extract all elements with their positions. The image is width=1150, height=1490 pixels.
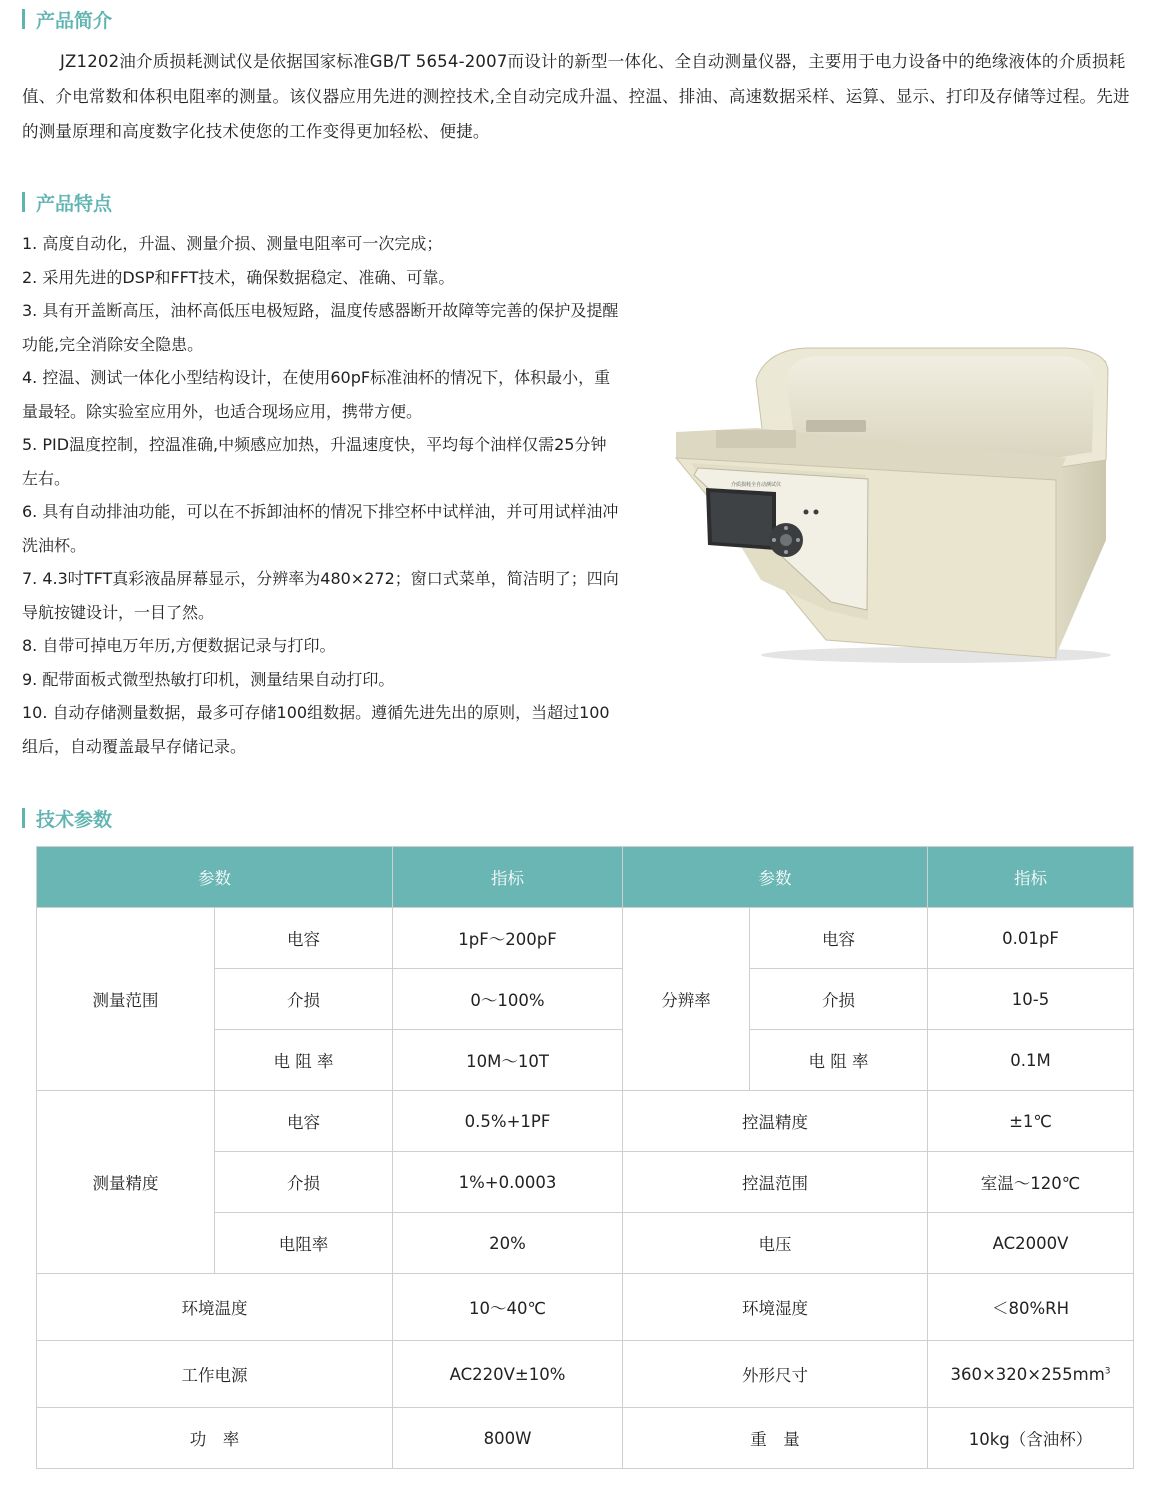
value-cell: 0.1M	[928, 1030, 1134, 1091]
header-cell: 参数	[623, 847, 928, 908]
section-title-text: 产品特点	[36, 192, 113, 215]
param-cell: 环境温度	[37, 1274, 393, 1341]
param-cell: 电容	[215, 908, 393, 969]
value-cell: 10-5	[928, 969, 1134, 1030]
header-cell: 指标	[393, 847, 623, 908]
value-cell: 1pF～200pF	[393, 908, 623, 969]
param-cell: 重 量	[623, 1408, 928, 1469]
section-title-intro	[22, 7, 112, 31]
section-title-text: 技术参数	[36, 808, 113, 831]
value-cell: 0.01pF	[928, 908, 1134, 969]
param-cell: 环境湿度	[623, 1274, 928, 1341]
value-cell: AC2000V	[928, 1213, 1134, 1274]
feature-item: 6. 具有自动排油功能，可以在不拆卸油杯的情况下排空杯中试样油，并可用试样油冲洗油杯。	[22, 502, 619, 555]
param-cell: 控温精度	[623, 1091, 928, 1152]
dimension-value: 360×320×255mm	[950, 1364, 1105, 1384]
value-cell: 10～40℃	[393, 1274, 623, 1341]
header-cell: 参数	[37, 847, 393, 908]
button-icon	[814, 510, 819, 515]
value-cell: 10M～10T	[393, 1030, 623, 1091]
param-cell: 控温范围	[623, 1152, 928, 1213]
feature-item: 10. 自动存储测量数据，最多可存储100组数据。遵循先进先出的原则，当超过100组后，自动覆盖最早存储记录。	[22, 703, 610, 756]
table-header-row	[37, 847, 1134, 908]
value-cell: 800W	[393, 1408, 623, 1469]
product-image	[636, 340, 1116, 665]
feature-item: 7. 4.3吋TFT真彩液晶屏幕显示，分辨率为480×272；窗口式菜单，简洁明了；四向导航按键设计，一目了然。	[22, 569, 619, 622]
value-cell: ＜80%RH	[928, 1274, 1134, 1341]
value-cell: AC220V±10%	[393, 1341, 623, 1408]
param-cell: 电 阻 率	[750, 1030, 928, 1091]
param-cell: 工作电源	[37, 1341, 393, 1408]
feature-list	[22, 227, 622, 763]
feature-item: 9. 配带面板式微型热敏打印机，测量结果自动打印。	[22, 669, 395, 689]
section-bar	[22, 192, 25, 212]
superscript: 3	[1104, 1366, 1111, 1376]
value-cell: 20%	[393, 1213, 623, 1274]
feature-item: 3. 具有开盖断高压，油杯高低压电极短路，温度传感器断开故障等完善的保护及提醒功能,完全消除安全隐患。	[22, 301, 619, 354]
section-title-text: 产品简介	[36, 9, 113, 32]
value-cell: 0～100%	[393, 969, 623, 1030]
value-cell: 0.5%+1PF	[393, 1091, 623, 1152]
button-icon	[804, 510, 809, 515]
group-cell: 分辨率	[623, 908, 750, 1091]
section-title-spec	[22, 806, 112, 830]
printer-slot	[716, 430, 796, 448]
table-row	[37, 1274, 1134, 1341]
table-row	[37, 1341, 1134, 1408]
param-cell: 电容	[750, 908, 928, 969]
header-cell: 指标	[928, 847, 1134, 908]
param-cell: 介损	[750, 969, 928, 1030]
spec-table	[36, 846, 1134, 1469]
param-cell: 外形尺寸	[623, 1341, 928, 1408]
param-cell: 电压	[623, 1213, 928, 1274]
feature-item: 4. 控温、测试一体化小型结构设计，在使用60pF标准油杯的情况下，体积最小，重量最轻。除实验室应用外，也适合现场应用，携带方便。	[22, 368, 611, 421]
feature-item: 1. 高度自动化，升温、测量介损、测量电阻率可一次完成；	[22, 234, 443, 253]
group-cell: 测量精度	[37, 1091, 215, 1274]
table-row	[37, 1091, 1134, 1152]
value-cell: 1%+0.0003	[393, 1152, 623, 1213]
value-cell: 10kg（含油杯）	[928, 1408, 1134, 1469]
param-cell: 介损	[215, 969, 393, 1030]
param-cell: 电容	[215, 1091, 393, 1152]
param-cell: 电 阻 率	[215, 1030, 393, 1091]
section-title-features	[22, 190, 112, 214]
param-cell: 介损	[215, 1152, 393, 1213]
value-cell: 室温～120℃	[928, 1152, 1134, 1213]
panel-label: 介质损耗全自动测试仪	[731, 482, 782, 488]
value-cell: ±1℃	[928, 1091, 1134, 1152]
value-cell	[928, 1341, 1134, 1408]
table-row	[37, 908, 1134, 969]
param-cell: 电阻率	[215, 1213, 393, 1274]
table-row	[37, 1408, 1134, 1469]
lid-handle	[806, 420, 866, 432]
intro-paragraph: JZ1202油介质损耗测试仪是依据国家标准GB/T 5654-2007而设计的新型一体化、全自动测量仪器，主要用于电力设备中的绝缘液体的介质损耗值、介电常数和体积电阻率的测量。该仪器应用先进的测控技术,全自动完成升温、控温、排油、高速数据采样、运算、显示、打印及存储等过程。先进的测量原理和高度数字化技术使您的工作变得更加轻松、便捷。	[22, 52, 1130, 141]
section-bar	[22, 808, 25, 828]
feature-item: 2. 采用先进的DSP和FFT技术，确保数据稳定、准确、可靠。	[22, 267, 455, 287]
group-cell: 测量范围	[37, 908, 215, 1091]
feature-item: 8. 自带可掉电万年历,方便数据记录与打印。	[22, 636, 336, 655]
param-cell: 功 率	[37, 1408, 393, 1469]
feature-item: 5. PID温度控制，控温准确,中频感应加热，升温速度快，平均每个油样仅需25分钟左右。	[22, 435, 607, 488]
section-bar	[22, 9, 25, 29]
shadow	[761, 647, 1111, 663]
